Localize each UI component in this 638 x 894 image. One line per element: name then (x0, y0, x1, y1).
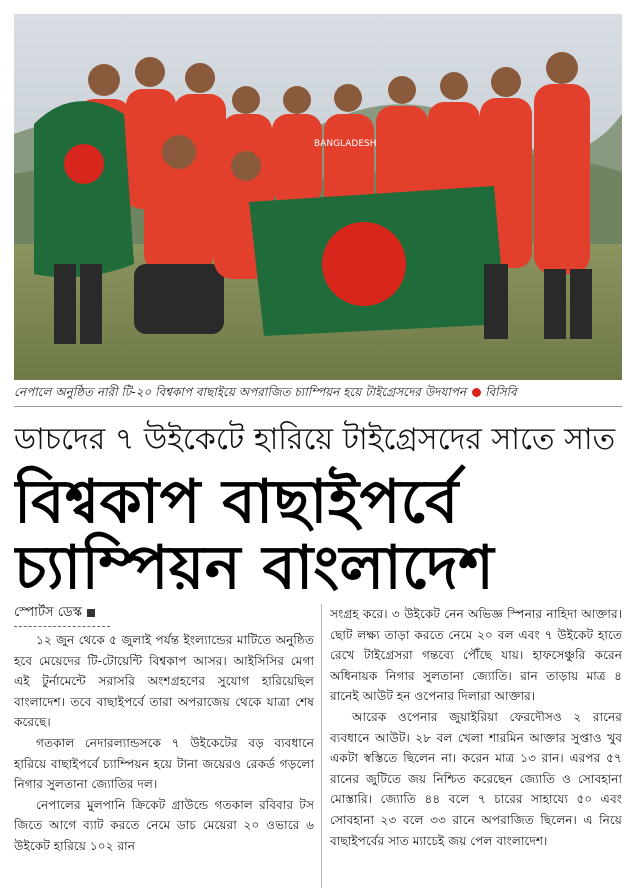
caption-bullet-icon (472, 388, 481, 397)
caption-text: নেপালে অনুষ্ঠিত নারী টি-২০ বিশ্বকাপ বাছাইয়ে অপরাজিত চ্যাম্পিয়ন হয়ে টাইগ্রেসদের উদযাপন (14, 385, 467, 399)
article-column-left (14, 630, 314, 890)
photo-credit: বিসিবি (485, 385, 517, 399)
caption-divider (14, 406, 622, 407)
byline-text: স্পোর্টস ডেস্ক (14, 605, 82, 620)
byline-square-icon (87, 609, 95, 617)
team-celebration-photo (14, 14, 622, 380)
byline (14, 604, 314, 622)
column-divider (321, 604, 322, 888)
article-subheadline: ডাচদের ৭ উইকেটে হারিয়ে টাইগ্রেসদের সাতে সাত (14, 422, 616, 457)
jersey-text: BANGLADESH (314, 139, 377, 149)
article-paragraph: আরেক ওপেনার জুয়াইরিয়া ফেরদৌসও ২ রানের ব্যবধানে আউট। ২৮ বল খেলা শারমিন আক্তার সুপ্তাও খুব একটা স্বস্তিতে ছিলেন না। করেন মাত্র ১৩ রান। এরপর ৫৭ রানের জুটিতে জয় নিশ্চিত করেছেন জ্যোতি ও সোবহানা মোস্তারি। জ্যোতি ৪৪ বলে ৭ চারের সাহায্যে ৫০ এবং সোবহানা ২৩ বলে ৩৩ রানে অপরাজিত ছিলেন। এ নিয়ে বাছাইপর্বের সাত ম্যাচেই জয় পেল বাংলাদেশ। (330, 709, 622, 848)
article-column-right (330, 604, 622, 890)
photo-caption (14, 382, 622, 402)
article-paragraph: গতকাল নেদারল্যান্ডসকে ৭ উইকেটের বড় ব্যবধানে হারিয়ে বাছাইপর্বে চ্যাম্পিয়ন হয়ে টানা জয়েরও রেকর্ড গড়লো নিগার সুলতানা জ্যোতির দল। (14, 735, 314, 792)
article-paragraph: ১২ জুন থেকে ৫ জুলাই পর্যন্ত ইংল্যান্ডের মাটিতে অনুষ্ঠিত হবে মেয়েদের টি-টোয়েন্টি বিশ্বকাপ আসর। আইসিসির মেগা এই টুর্নামেন্টে সরাসরি অংশগ্রহণের সুযোগ হারিয়েছিল বাংলাদেশ। তবে বাছাইপর্বে তারা অপরাজেয় থেকে যাত্রা শেষ করেছে। (14, 633, 314, 730)
article-paragraph: সংগ্রহ করে। ৩ উইকেট নেন অভিজ্ঞ স্পিনার নাহিদা আক্তার। ছোট লক্ষ্য তাড়া করতে নেমে ২০ বল এবং ৭ উইকেট হাতে রেখে টাইগ্রেসরা গন্তব্যে পৌঁছে যায়। হাফসেঞ্চুরি করেন অধিনায়ক নিগার সুলতানা জ্যোতি। রান তাড়ায় মাত্র ৪ রানেই আউট হন ওপেনার দিলারা আক্তার। (330, 607, 622, 704)
article-paragraph: নেপালের মুলপানি ক্রিকেট গ্রাউন্ডে গতকাল রবিবার টস জিতে আগে ব্যাট করতে নেমে ডাচ মেয়েরা ২০ ওভারে ৬ উইকেট হারিয়ে ১০২ রান (14, 797, 314, 853)
article-headline-line-2: চ্যাম্পিয়ন বাংলাদেশ (14, 533, 495, 603)
byline-divider (14, 626, 110, 627)
article-headline-line-1: বিশ্বকাপ বাছাইপর্বে (14, 467, 459, 537)
